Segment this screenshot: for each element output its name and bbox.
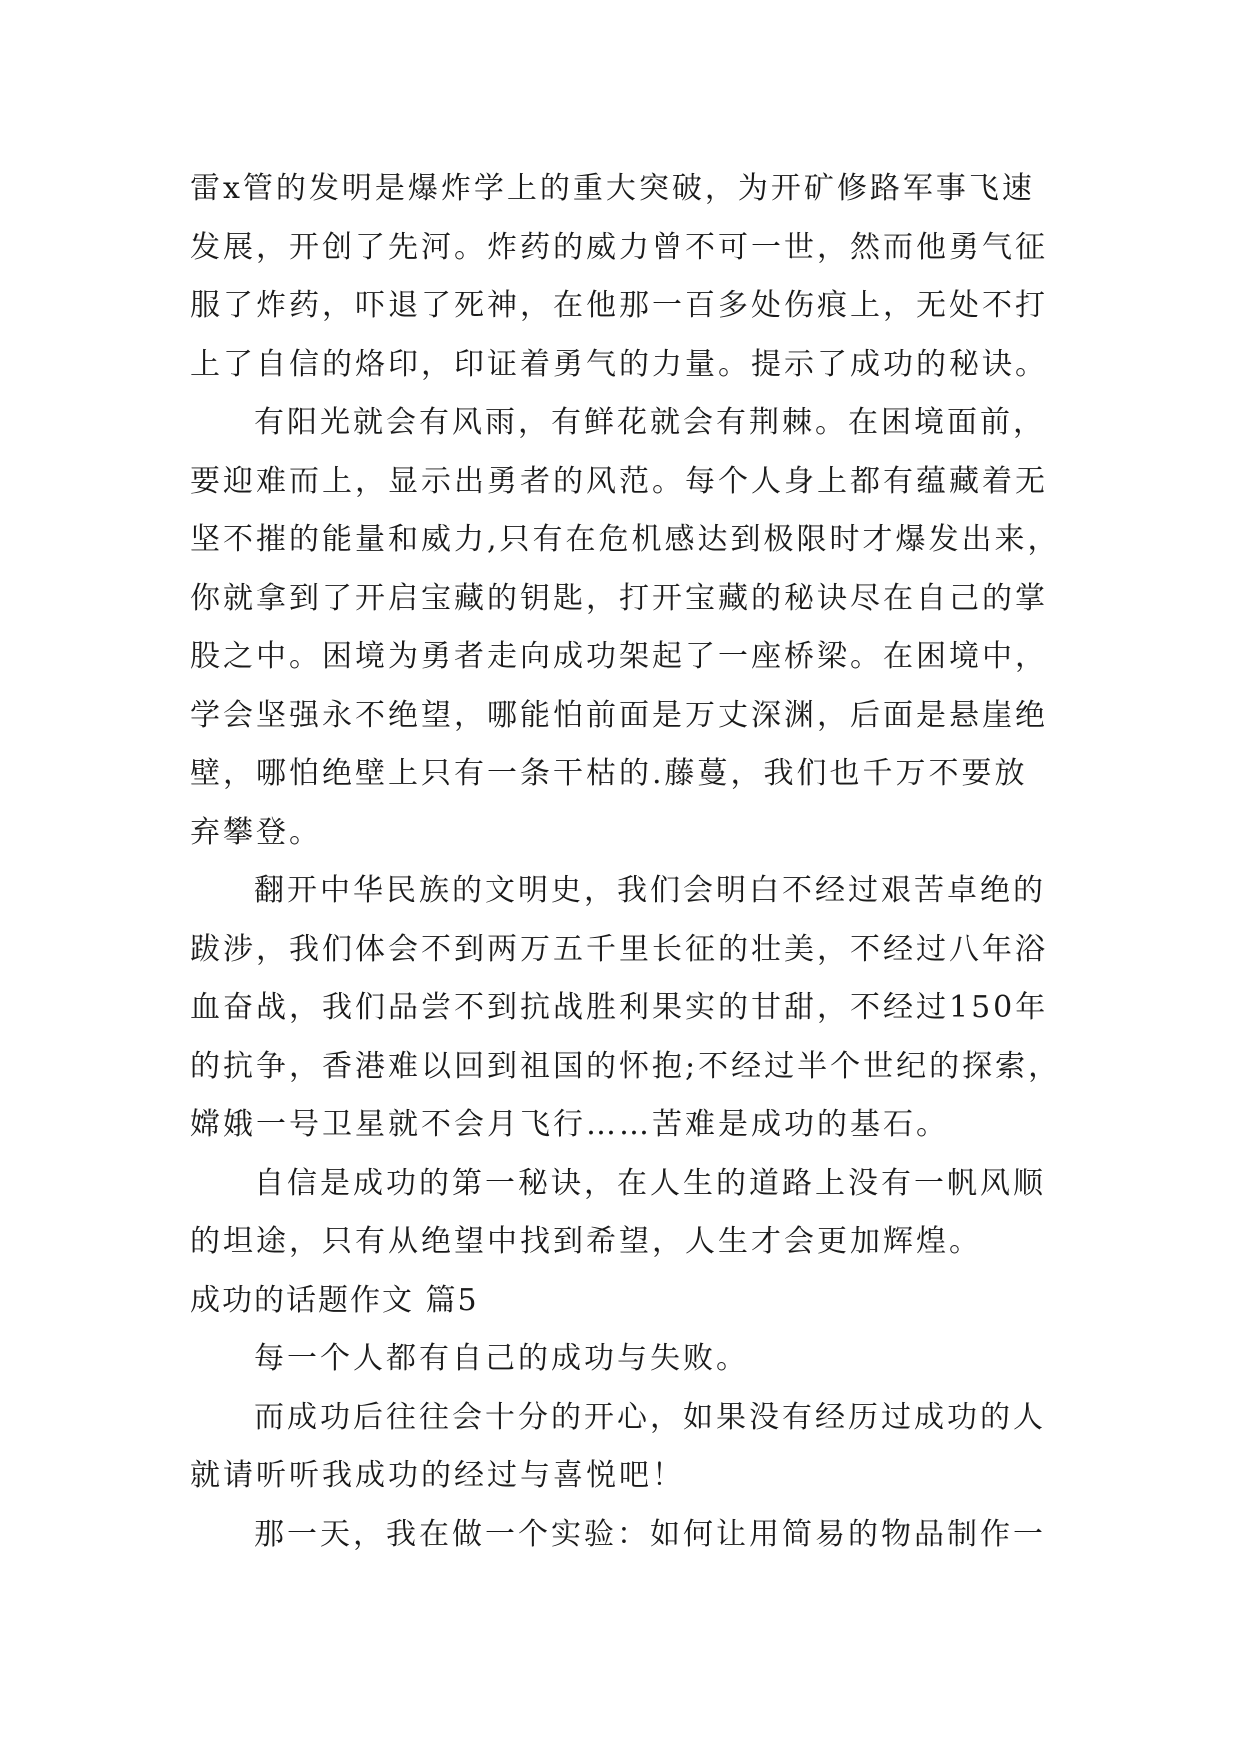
text-line: 弃攀登。 xyxy=(190,814,322,850)
text-line: 学会坚强永不绝望，哪能怕前面是万丈深渊，后面是悬崖绝 xyxy=(190,697,1048,733)
text-line: 你就拿到了开启宝藏的钥匙，打开宝藏的秘诀尽在自己的掌 xyxy=(190,580,1048,616)
text-line: 上了自信的烙印，印证着勇气的力量。提示了成功的秘诀。 xyxy=(190,346,1048,382)
text-line: 发展，开创了先河。炸药的威力曾不可一世，然而他勇气征 xyxy=(190,229,1048,265)
text-line: 要迎难而上，显示出勇者的风范。每个人身上都有蕴藏着无 xyxy=(190,463,1048,499)
text-line: 壁，哪怕绝壁上只有一条干枯的.藤蔓，我们也千万不要放 xyxy=(190,756,1028,791)
text-line: 坚不摧的能量和威力,只有在危机感达到极限时才爆发出来， xyxy=(190,522,1061,557)
text-line: 就请听听我成功的经过与喜悦吧！ xyxy=(190,1458,685,1493)
text-line: 而成功后往往会十分的开心，如果没有经历过成功的人 xyxy=(254,1399,1046,1435)
text-line: 雷x管的发明是爆炸学上的重大突破，为开矿修路军事飞速 xyxy=(190,171,1035,206)
text-line: 那一天，我在做一个实验：如何让用简易的物品制作一 xyxy=(254,1516,1046,1552)
text-line: 翻开中华民族的文明史，我们会明白不经过艰苦卓绝的 xyxy=(254,873,1046,908)
text-line: 嫦娥一号卫星就不会月飞行……苦难是成功的基石。 xyxy=(190,1107,949,1142)
section-heading: 成功的话题作文 篇5 xyxy=(190,1282,479,1318)
text-line: 跋涉，我们体会不到两万五千里长征的壮美，不经过八年浴 xyxy=(190,931,1048,967)
text-line: 股之中。困境为勇者走向成功架起了一座桥梁。在困境中， xyxy=(190,639,1048,674)
text-line: 有阳光就会有风雨，有鲜花就会有荆棘。在困境面前， xyxy=(254,405,1046,440)
text-line: 服了炸药，吓退了死神，在他那一百多处伤痕上，无处不打 xyxy=(190,288,1048,323)
text-line: 每一个人都有自己的成功与失败。 xyxy=(254,1341,749,1376)
text-line: 血奋战，我们品尝不到抗战胜利果实的甘甜，不经过150年 xyxy=(190,990,1049,1025)
text-line: 自信是成功的第一秘诀，在人生的道路上没有一帆风顺 xyxy=(254,1165,1046,1201)
text-line: 的坦途，只有从绝望中找到希望，人生才会更加辉煌。 xyxy=(190,1224,982,1259)
document-body xyxy=(190,160,1062,1564)
text-line: 的抗争，香港难以回到祖国的怀抱;不经过半个世纪的探索， xyxy=(190,1048,1062,1084)
